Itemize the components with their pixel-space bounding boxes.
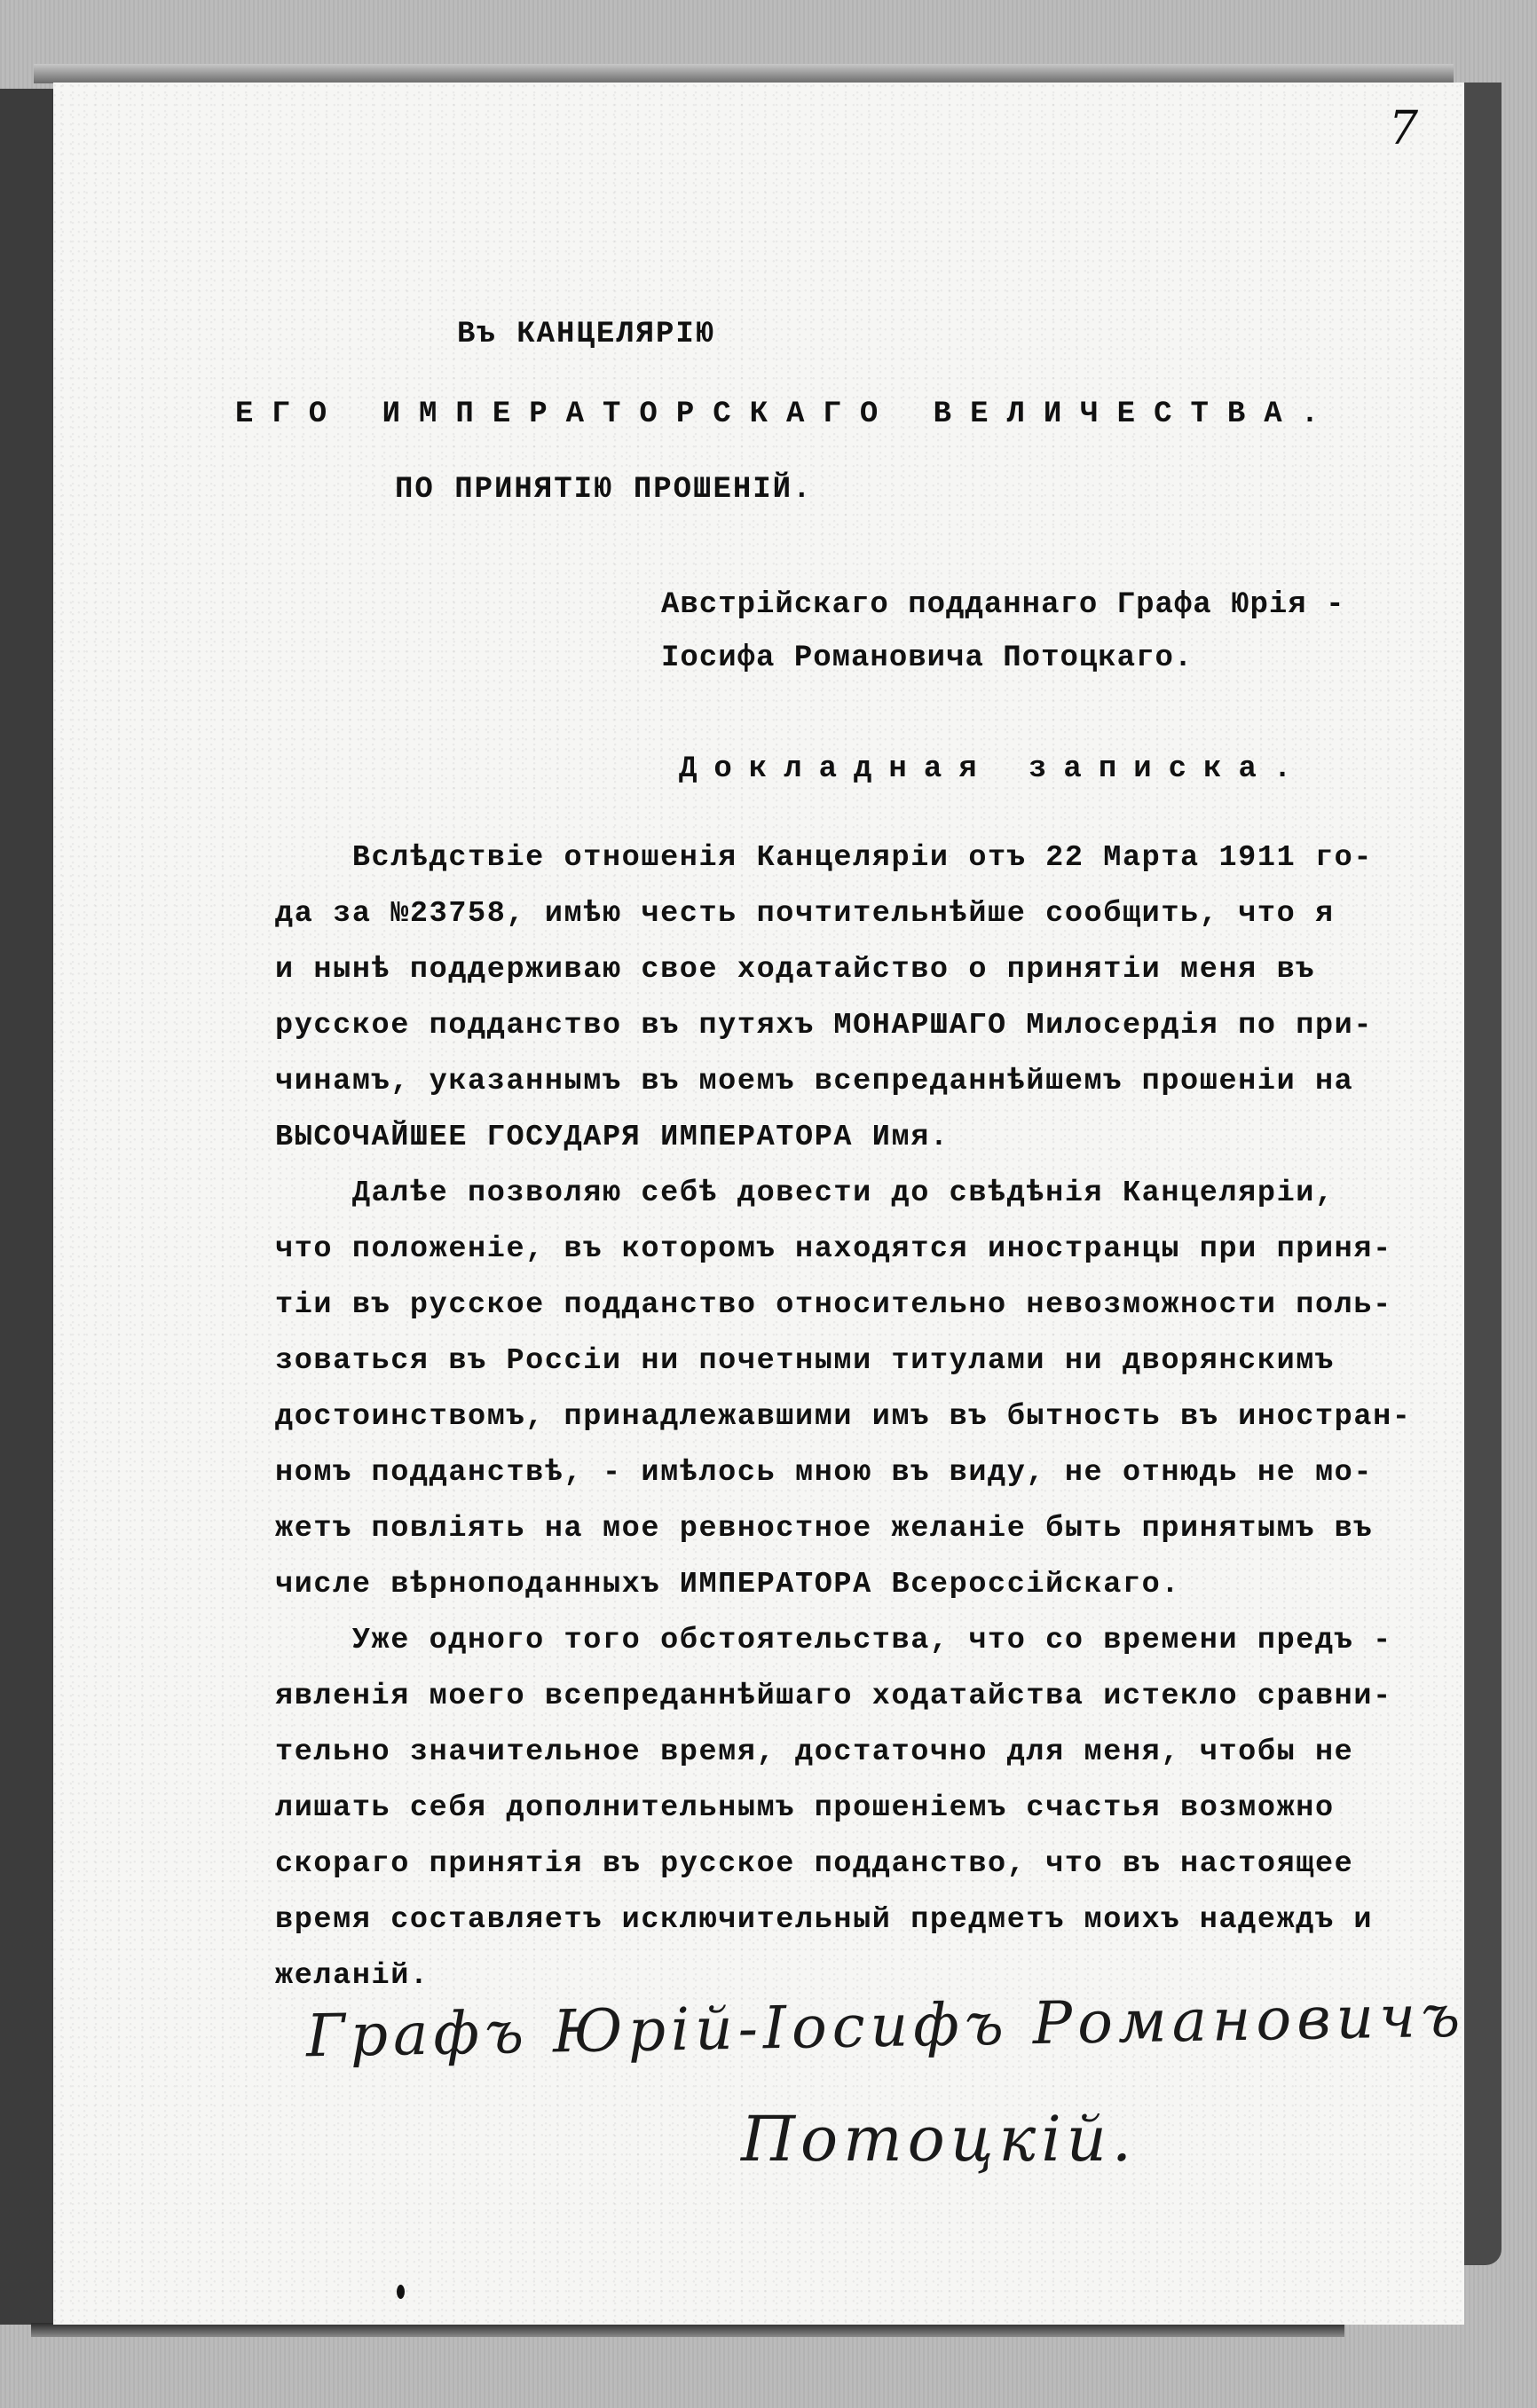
body-line: время составляетъ исключительный предметъ моихъ надеждъ и xyxy=(275,1903,1374,1937)
film-right-edge xyxy=(1464,83,1502,2265)
body-line: явленія моего всепреданнѣйшаго ходатайства истекло сравни- xyxy=(275,1680,1392,1713)
document-title: Докладная записка. xyxy=(679,752,1309,786)
body-line: числе вѣрноподанныхъ ИМПЕРАТОРА Всероссійскаго. xyxy=(275,1568,1181,1601)
body-line: да за №23758, имѣю честь почтительнѣйше сообщить, что я xyxy=(275,897,1335,931)
body-line: достоинствомъ, принадлежавшими имъ въ бытность въ иностран- xyxy=(275,1400,1412,1434)
ink-blot xyxy=(397,2285,405,2299)
body-line: русское подданство въ путяхъ МОНАРШАГО Милосердія по при- xyxy=(275,1009,1374,1043)
body-line: номъ подданствѣ, - имѣлось мною въ виду, не отнюдь не мо- xyxy=(275,1456,1374,1490)
body-line: Уже одного того обстоятельства, что со времени предъ - xyxy=(275,1624,1392,1657)
body-line: Вслѣдствіе отношенія Канцеляріи отъ 22 Марта 1911 го- xyxy=(275,841,1374,875)
body-line: чинамъ, указаннымъ въ моемъ всепреданнѣйшемъ прошеніи на xyxy=(275,1065,1354,1098)
film-top-shadow xyxy=(34,64,1454,83)
body-line: жетъ повліять на мое ревностное желаніе быть принятымъ въ xyxy=(275,1512,1374,1546)
body-line: Далѣе позволяю себѣ довести до свѣдѣнія Канцеляріи, xyxy=(275,1176,1335,1210)
body-line: тіи въ русское подданство относительно невозможности поль- xyxy=(275,1288,1392,1322)
body-line: ВЫСОЧАЙШЕЕ ГОСУДАРЯ ИМПЕРАТОРА Имя. xyxy=(275,1121,950,1154)
body-line: зоваться въ Россіи ни почетными титулами ни дворянскимъ xyxy=(275,1344,1335,1378)
body-line: и нынѣ поддерживаю свое ходатайство о принятіи меня въ xyxy=(275,953,1315,987)
body-line: что положеніе, въ которомъ находятся иностранцы при приня- xyxy=(275,1232,1392,1266)
body-line: тельно значительное время, достаточно для меня, чтобы не xyxy=(275,1735,1354,1769)
addressee-line-3: ПО ПРИНЯТІЮ ПРОШЕНІЙ. xyxy=(395,473,813,507)
handwritten-signature-line-1: Графъ Юрій-Іосифъ Романовичъ xyxy=(305,1981,1466,2071)
addressee-line-2: ЕГО ИМПЕРАТОРСКАГО ВЕЛИЧЕСТВА. xyxy=(235,397,1338,431)
handwritten-signature-line-2: Потоцкій. xyxy=(741,2103,1138,2176)
sender-line-1: Австрійскаго подданнаго Графа Юрія - xyxy=(661,588,1345,622)
film-left-edge xyxy=(0,89,53,2325)
page-number: 7 xyxy=(1389,102,1419,155)
body-line: желаній. xyxy=(275,1959,430,1993)
sender-line-2: Іосифа Романовича Потоцкаго. xyxy=(661,641,1194,675)
body-line: лишать себя дополнительнымъ прошеніемъ счастья возможно xyxy=(275,1791,1335,1825)
addressee-line-1: Въ КАНЦЕЛЯРІЮ xyxy=(457,318,716,351)
body-line: скораго принятія въ русское подданство, что въ настоящее xyxy=(275,1847,1354,1881)
film-bottom-shadow xyxy=(31,2323,1344,2337)
